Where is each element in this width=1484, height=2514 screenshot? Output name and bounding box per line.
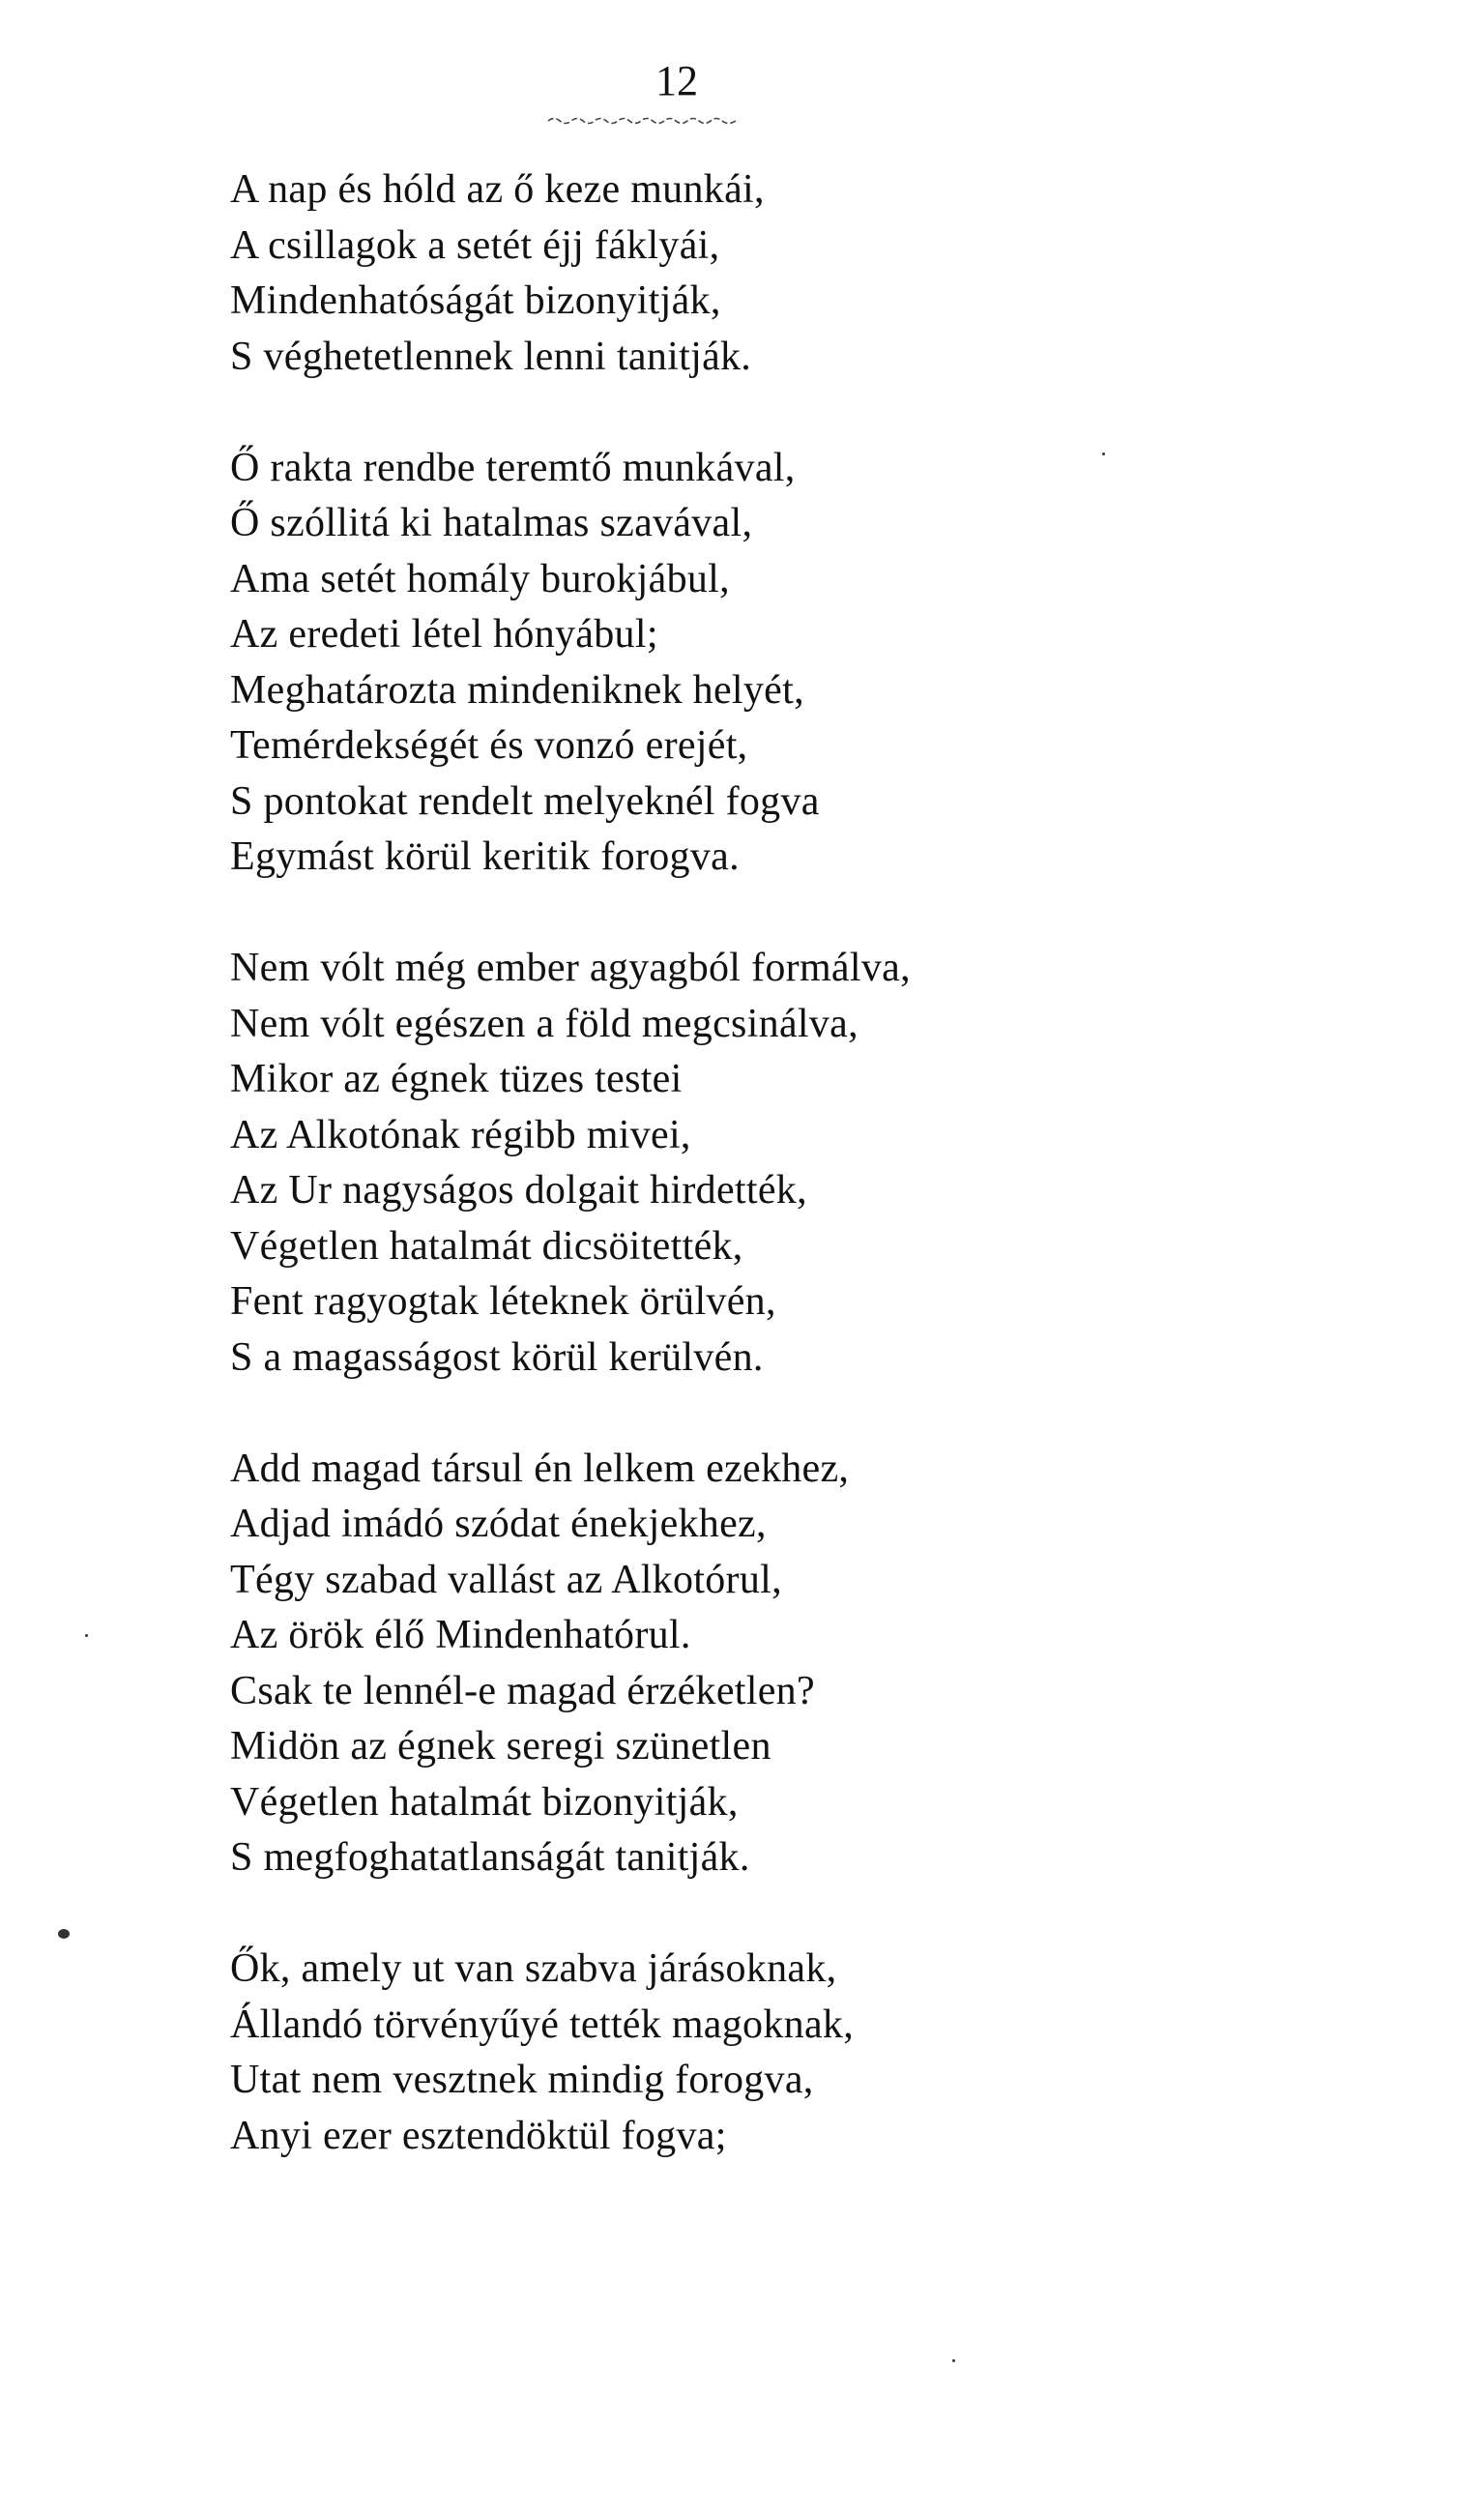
verse-line: A csillagok a setét éjj fáklyái, xyxy=(230,222,720,268)
verse-line: Utat nem vesztnek mindig forogva, xyxy=(230,2058,814,2102)
verse-line: Ő szóllitá ki hatalmas szavával, xyxy=(230,501,753,545)
verse-line: Tégy szabad vallást az Alkotórul, xyxy=(230,1557,782,1602)
verse-line: S megfoghatatlanságát tanitják. xyxy=(230,1835,750,1880)
verse-line: Az eredeti létel hónyábul; xyxy=(230,612,658,657)
stanza-gap xyxy=(230,886,1294,942)
stanza-2 xyxy=(230,441,1294,886)
stanza-3 xyxy=(230,941,1294,1386)
verse-line: S pontokat rendelt melyeknél fogva xyxy=(230,778,820,824)
verse-line: Fent ragyogtak léteknek örülvén, xyxy=(230,1279,776,1324)
verse-line: Temérdekségét és vonzó erejét, xyxy=(230,723,748,768)
verse-line: Az Ur nagyságos dolgait hirdették, xyxy=(230,1168,807,1213)
verse-line: Anyi ezer esztendöktül fogva; xyxy=(230,2113,727,2158)
verse-line: Csak te lennél-e magad érzéketlen? xyxy=(230,1668,815,1713)
verse-line: Nem vólt még ember agyagból formálva, xyxy=(230,946,911,990)
verse-line: Meghatározta mindeniknek helyét, xyxy=(230,667,804,713)
stanza-5 xyxy=(230,1942,1294,2164)
verse-line: S véghetetlennek lenni tanitják. xyxy=(230,334,752,379)
verse-line: Mindenhatóságát bizonyitják, xyxy=(230,278,721,323)
verse-line: Végetlen hatalmát bizonyitják, xyxy=(230,1779,739,1825)
verse-line: Ő rakta rendbe teremtő munkával, xyxy=(230,445,796,490)
page-number: 12 xyxy=(655,57,698,104)
verse-line: Midön az égnek seregi szünetlen xyxy=(230,1724,771,1769)
stanza-gap xyxy=(230,385,1294,441)
verse-line: Add magad társul én lelkem ezekhez, xyxy=(230,1446,850,1491)
verse-line: Az örök élő Mindenhatórul. xyxy=(230,1613,691,1657)
verse-line: Állandó törvényűyé tették magoknak, xyxy=(230,2002,854,2047)
verse-line: Ők, amely ut van szabva járásoknak, xyxy=(230,1946,837,1991)
poem xyxy=(230,162,1294,2164)
verse-line: Mikor az égnek tüzes testei xyxy=(230,1057,683,1101)
verse-line: Egymást körül keritik forogva. xyxy=(230,834,740,879)
verse-line: Az Alkotónak régibb mivei, xyxy=(230,1112,691,1157)
verse-line: Végetlen hatalmát dicsöitették, xyxy=(230,1223,743,1269)
scan-speck xyxy=(1102,453,1105,455)
verse-line: Nem vólt egészen a föld megcsinálva, xyxy=(230,1001,858,1046)
scan-speck xyxy=(952,2359,955,2362)
scan-speck xyxy=(85,1634,88,1637)
scan-speck xyxy=(58,1929,70,1939)
ornament-rule xyxy=(546,114,740,128)
stanza-gap xyxy=(230,1386,1294,1442)
stanza-gap xyxy=(230,1886,1294,1943)
stanza-4 xyxy=(230,1442,1294,1886)
verse-line: S a magasságost körül kerülvén. xyxy=(230,1334,764,1380)
stanza-1 xyxy=(230,162,1294,385)
verse-line: A nap és hóld az ő keze munkái, xyxy=(230,167,765,212)
verse-line: Adjad imádó szódat énekjekhez, xyxy=(230,1502,767,1546)
verse-line: Ama setét homály burokjábul, xyxy=(230,556,730,601)
